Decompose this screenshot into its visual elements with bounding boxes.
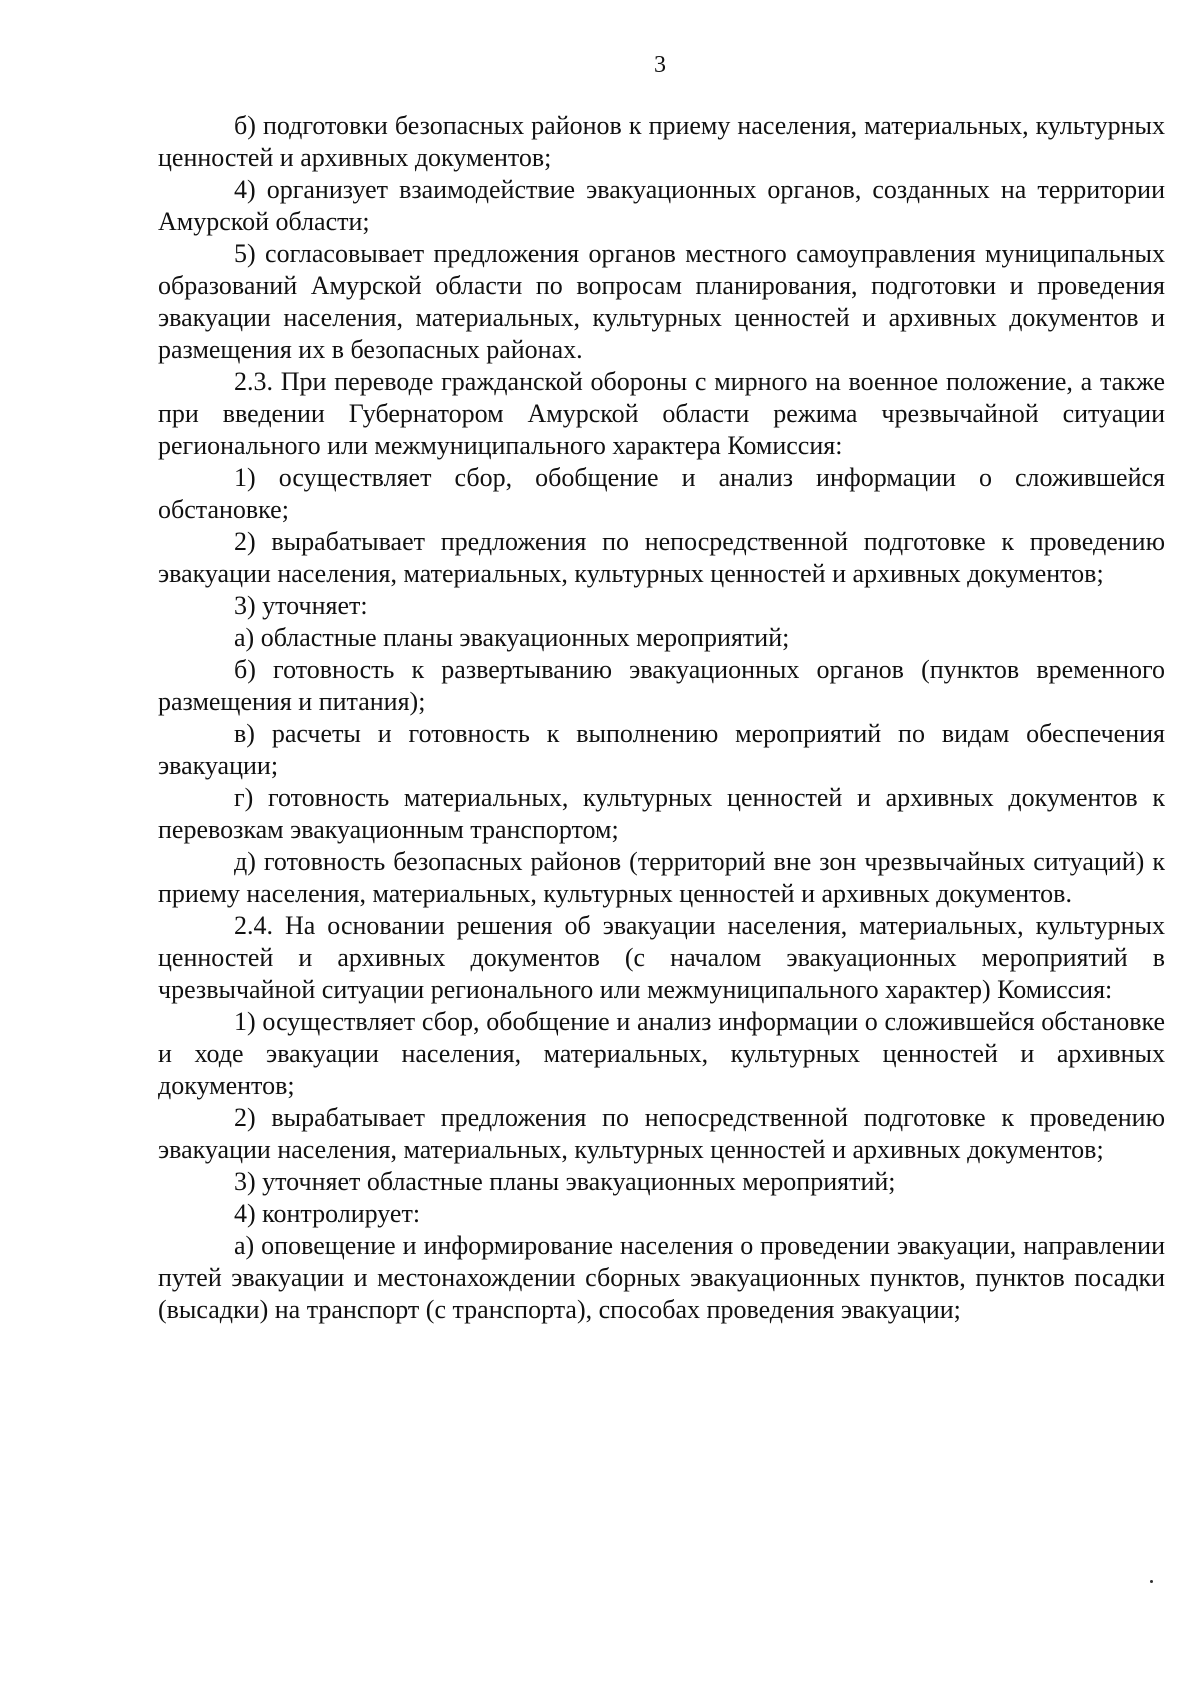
paragraph: 1) осуществляет сбор, обобщение и анализ информации о сложившейся обстановке и ходе эвакуации населения, материальных, культурных ценностей и архивных документов; — [158, 1007, 1165, 1100]
paragraph: б) готовность к развертыванию эвакуационных органов (пунктов временного размещения и питания); — [158, 655, 1165, 716]
paragraph: а) оповещение и информирование населения о проведении эвакуации, направлении путей эвакуации и местонахождении сборных эвакуационных пунктов, пунктов посадки (высадки) на транспорт (с транспорта), способах проведения эвакуации; — [158, 1231, 1165, 1324]
paragraph: 2.4. На основании решения об эвакуации населения, материальных, культурных ценностей и архивных документов (с началом эвакуационных мероприятий в чрезвычайной ситуации регионального или межмуниципального характер) Комиссия: — [158, 911, 1165, 1004]
paragraph: 4) организует взаимодействие эвакуационных органов, созданных на территории Амурской области; — [158, 175, 1165, 236]
page-number: 3 — [654, 52, 666, 78]
scan-speck — [1150, 1580, 1153, 1583]
paragraph: 3) уточняет: — [234, 591, 368, 620]
paragraph: б) подготовки безопасных районов к приему населения, материальных, культурных ценностей и архивных документов; — [158, 111, 1165, 172]
paragraph: а) областные планы эвакуационных мероприятий; — [234, 623, 790, 652]
paragraph: 1) осуществляет сбор, обобщение и анализ информации о сложившейся обстановке; — [158, 463, 1165, 524]
paragraph: в) расчеты и готовность к выполнению мероприятий по видам обеспечения эвакуации; — [158, 719, 1165, 780]
document-body — [158, 110, 1165, 1326]
paragraph: г) готовность материальных, культурных ценностей и архивных документов к перевозкам эвакуационным транспортом; — [158, 783, 1165, 844]
paragraph: 3) уточняет областные планы эвакуационных мероприятий; — [234, 1167, 896, 1196]
paragraph: 2) вырабатывает предложения по непосредственной подготовке к проведению эвакуации населения, материальных, культурных ценностей и архивных документов; — [158, 1103, 1165, 1164]
paragraph: 5) согласовывает предложения органов местного самоуправления муниципальных образований Амурской области по вопросам планирования, подготовки и проведения эвакуации населения, материальных, культурных ценностей и архивных документов и размещения их в безопасных районах. — [158, 239, 1165, 364]
paragraph: 2.3. При переводе гражданской обороны с мирного на военное положение, а также при введении Губернатором Амурской области режима чрезвычайной ситуации регионального или межмуниципального характера Комиссия: — [158, 367, 1165, 460]
paragraph: д) готовность безопасных районов (территорий вне зон чрезвычайных ситуаций) к приему населения, материальных, культурных ценностей и архивных документов. — [158, 847, 1165, 908]
paragraph: 4) контролирует: — [234, 1199, 421, 1228]
paragraph: 2) вырабатывает предложения по непосредственной подготовке к проведению эвакуации населения, материальных, культурных ценностей и архивных документов; — [158, 527, 1165, 588]
